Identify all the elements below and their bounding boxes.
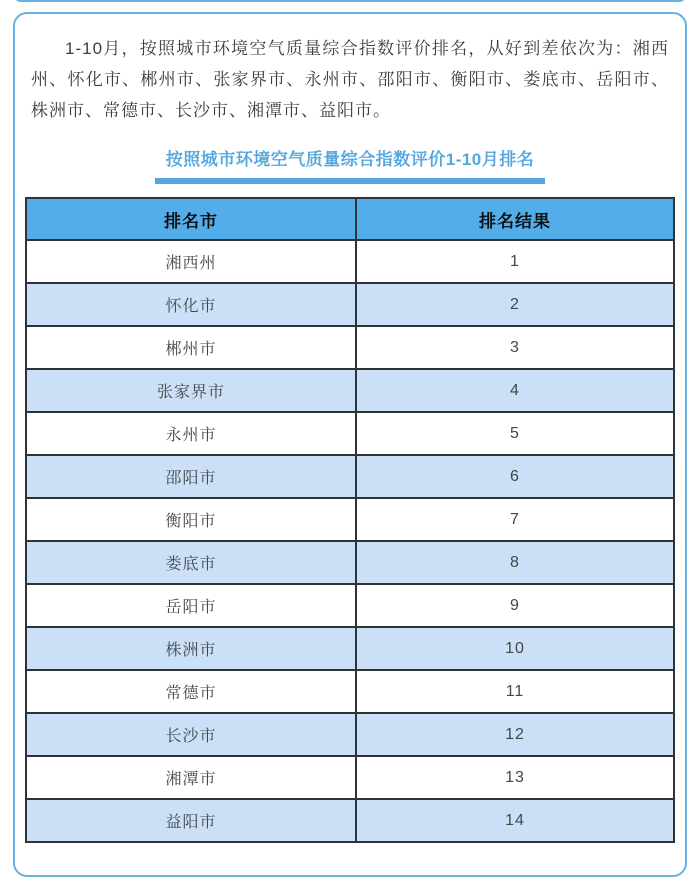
table-header-row bbox=[26, 198, 674, 240]
rank-cell: 9 bbox=[356, 584, 674, 627]
table-row bbox=[26, 498, 674, 541]
table-row bbox=[26, 799, 674, 842]
city-cell: 湘西州 bbox=[26, 240, 356, 283]
table-row bbox=[26, 369, 674, 412]
city-cell: 张家界市 bbox=[26, 369, 356, 412]
city-cell: 长沙市 bbox=[26, 713, 356, 756]
rank-cell: 6 bbox=[356, 455, 674, 498]
header-rank: 排名结果 bbox=[356, 198, 674, 240]
city-cell: 常德市 bbox=[26, 670, 356, 713]
table-body bbox=[26, 240, 674, 842]
rank-cell: 10 bbox=[356, 627, 674, 670]
rank-cell: 7 bbox=[356, 498, 674, 541]
table-row bbox=[26, 412, 674, 455]
rank-cell: 14 bbox=[356, 799, 674, 842]
table-row bbox=[26, 584, 674, 627]
city-cell: 衡阳市 bbox=[26, 498, 356, 541]
table-row bbox=[26, 756, 674, 799]
article-card bbox=[13, 12, 687, 877]
table-row bbox=[26, 240, 674, 283]
rank-cell: 2 bbox=[356, 283, 674, 326]
ranking-table bbox=[25, 197, 675, 843]
table-row bbox=[26, 326, 674, 369]
table-title: 按照城市环境空气质量综合指数评价1-10月排名 bbox=[165, 150, 535, 169]
rank-cell: 1 bbox=[356, 240, 674, 283]
rank-cell: 3 bbox=[356, 326, 674, 369]
table-row bbox=[26, 283, 674, 326]
rank-cell: 4 bbox=[356, 369, 674, 412]
table-row bbox=[26, 713, 674, 756]
previous-card-bottom-edge bbox=[13, 0, 687, 2]
header-city: 排名市 bbox=[26, 198, 356, 240]
city-cell: 郴州市 bbox=[26, 326, 356, 369]
rank-cell: 13 bbox=[356, 756, 674, 799]
rank-cell: 8 bbox=[356, 541, 674, 584]
rank-cell: 12 bbox=[356, 713, 674, 756]
city-cell: 娄底市 bbox=[26, 541, 356, 584]
city-cell: 岳阳市 bbox=[26, 584, 356, 627]
city-cell: 永州市 bbox=[26, 412, 356, 455]
intro-paragraph: 1-10月，按照城市环境空气质量综合指数评价排名，从好到差依次为：湘西州、怀化市、郴州市、张家界市、永州市、邵阳市、衡阳市、娄底市、岳阳市、株洲市、常德市、长沙市、湘潭市、益阳市。 bbox=[31, 39, 669, 120]
table-row bbox=[26, 541, 674, 584]
city-cell: 湘潭市 bbox=[26, 756, 356, 799]
table-row bbox=[26, 627, 674, 670]
rank-cell: 11 bbox=[356, 670, 674, 713]
city-cell: 邵阳市 bbox=[26, 455, 356, 498]
city-cell: 益阳市 bbox=[26, 799, 356, 842]
city-cell: 株洲市 bbox=[26, 627, 356, 670]
table-row bbox=[26, 670, 674, 713]
rank-cell: 5 bbox=[356, 412, 674, 455]
city-cell: 怀化市 bbox=[26, 283, 356, 326]
table-row bbox=[26, 455, 674, 498]
title-underline-bar bbox=[155, 178, 545, 184]
